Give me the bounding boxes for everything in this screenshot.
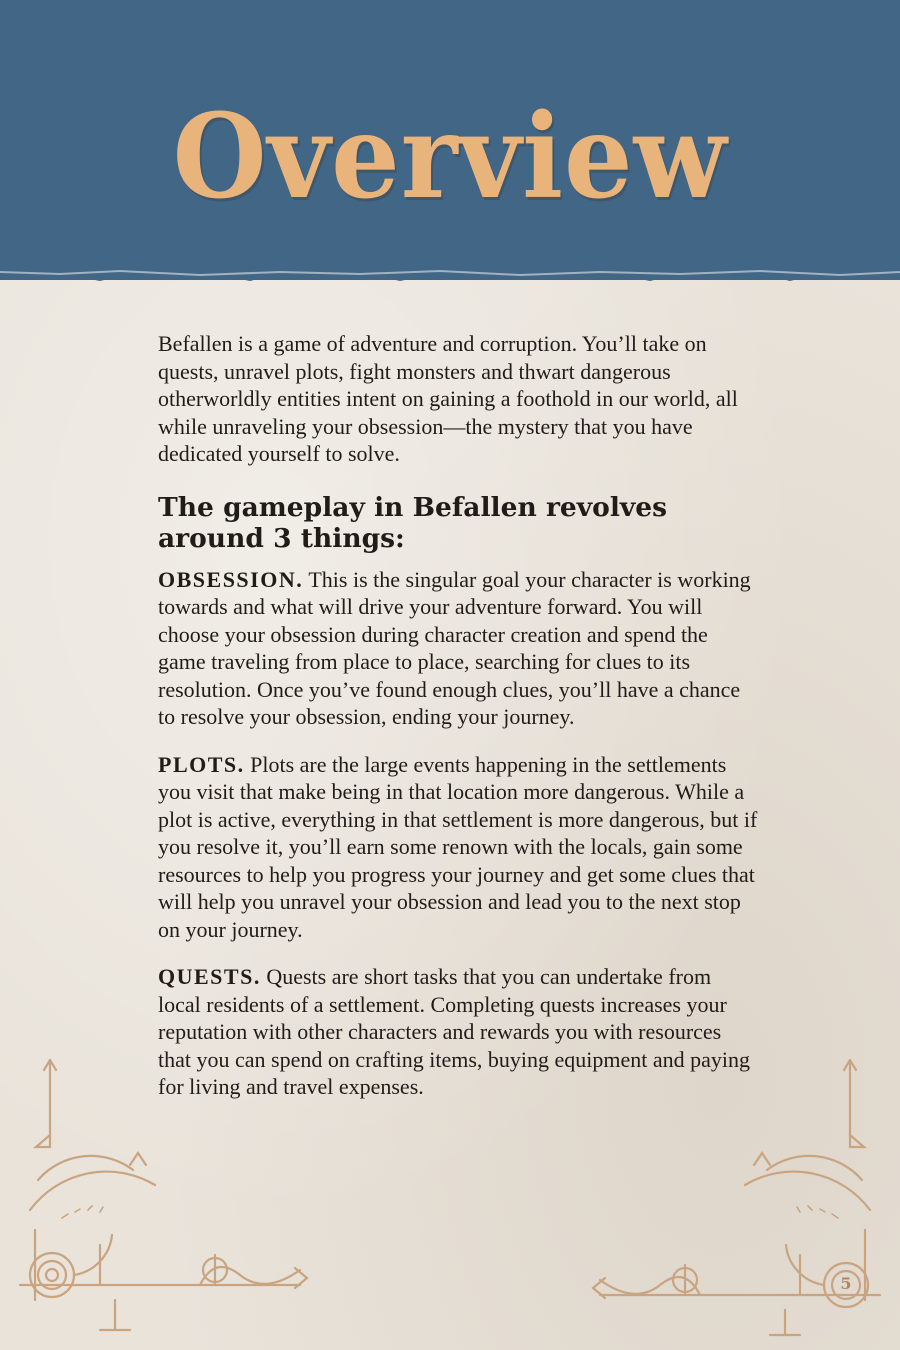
quests-paragraph <box>158 963 758 1101</box>
header-banner <box>0 0 900 280</box>
page-title: Overview <box>172 89 728 225</box>
obsession-paragraph <box>158 566 758 731</box>
torn-edge-divider <box>0 262 900 292</box>
plots-term: PLOTS. <box>158 751 245 777</box>
page-number: 5 <box>840 1274 852 1293</box>
quests-text: Quests are short tasks that you can undertake from local residents of a settlement. Completing quests increases your reputation with other characters and rewards you with resources that you can spend on crafting items, buying equipment and paying for living and travel expenses. <box>158 964 751 1099</box>
section-subheading: The gameplay in Befallen revolves around 3 things: <box>158 491 668 554</box>
body-text <box>158 330 758 1121</box>
quests-term: QUESTS. <box>158 964 261 989</box>
obsession-text: This is the singular goal your character is working towards and what will drive your adventure forward. You will choose your obsession during character creation and spend the game traveling from place to place, searching for clues to its resolution. Once you’ve found enough clues, you’ll have a chance to resolve your obsession, ending your journey. <box>158 566 751 729</box>
obsession-term: OBSESSION. <box>158 566 304 592</box>
intro-paragraph: Befallen is a game of adventure and corruption. You’ll take on quests, unravel plots, fight monsters and thwart dangerous otherworldly entities intent on gaining a foothold in our world, all while unraveling your obsession—the mystery that you have dedicated yourself to solve. <box>158 331 738 466</box>
plots-text: Plots are the large events happening in the settlements you visit that make being in that location more dangerous. While a plot is active, everything in that settlement is more dangerous, but if you resolve it, you’ll earn some renown with the locals, gain some resources to help you progress your journey and get some clues that will help you unravel your obsession and lead you to the next stop on your journey. <box>158 751 758 942</box>
plots-paragraph <box>158 751 758 944</box>
